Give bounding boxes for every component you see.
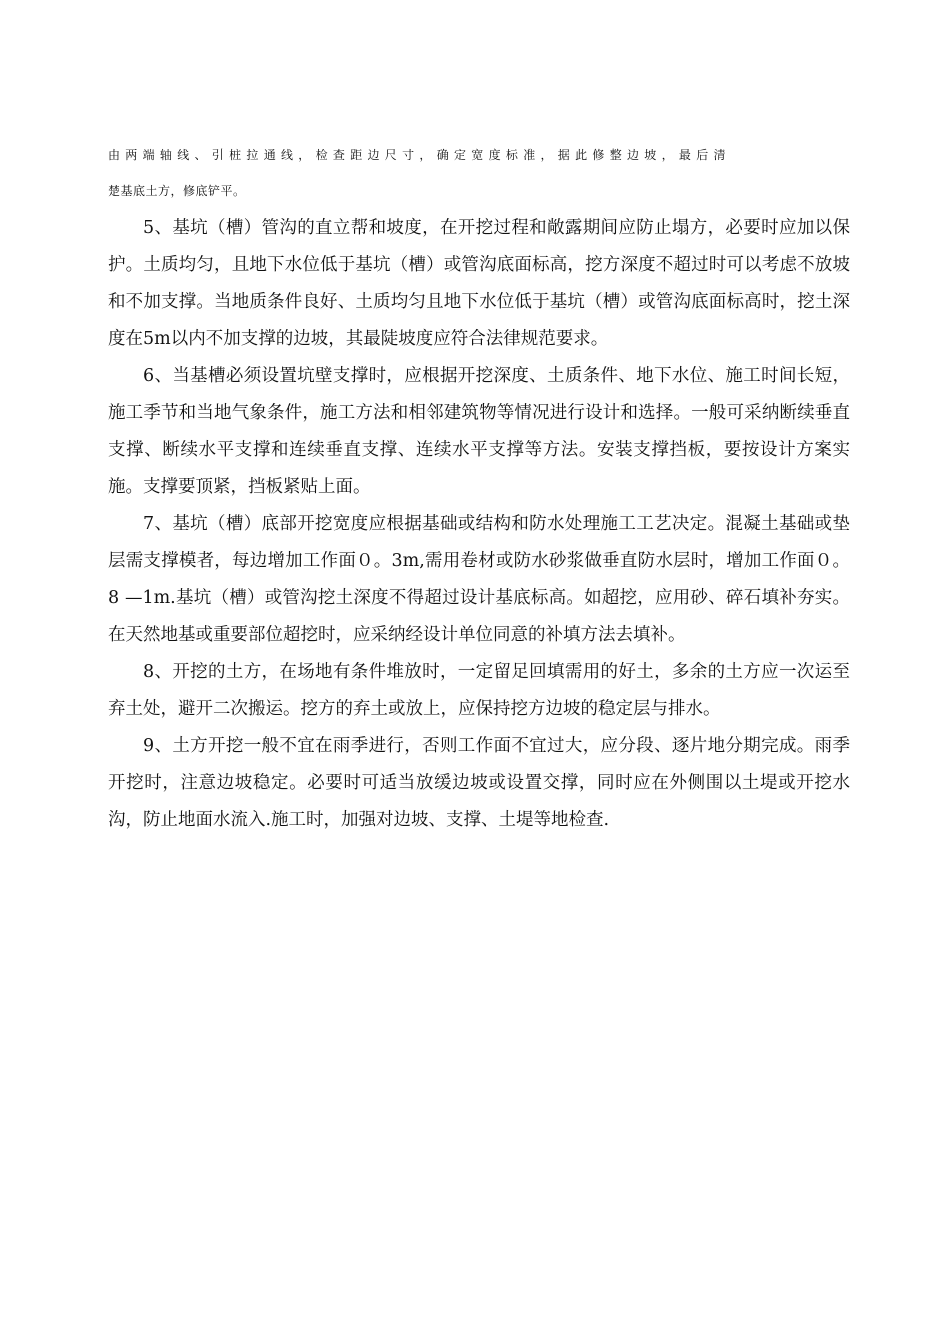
paragraph-5: 5、基坑（槽）管沟的直立帮和坡度，在开挖过程和敞露期间应防止塌方，必要时应加以保护。土质均匀，且地下水位低于基坑（槽）或管沟底面标高，挖方深度不超过时可以考虑不放坡和不加支撑。当地质条件良好、土质均匀且地下水位低于基坑（槽）或管沟底面标高时，挖土深度在5m以内不加支撑的边坡，其最陡坡度应符合法律规范要求。 xyxy=(108,218,850,349)
paragraph-8: 8、开挖的土方，在场地有条件堆放时，一定留足回填需用的好土，多余的土方应一次运至弃土处，避开二次搬运。挖方的弃土或放上，应保持挖方边坡的稳定层与排水。 xyxy=(108,662,850,719)
lead-text-line-1: 由两端轴线、引桩拉通线，检查距边尺寸，确定宽度标准，据此修整边坡，最后清 xyxy=(108,148,731,162)
lead-text-line-2: 楚基底土方，修底铲平。 xyxy=(108,184,246,198)
document-body xyxy=(108,210,850,839)
paragraph-9: 9、土方开挖一般不宜在雨季进行，否则工作面不宜过大，应分段、逐片地分期完成。雨季开挖时，注意边坡稳定。必要时可适当放缓边坡或设置交撑，同时应在外侧围以土堤或开挖水沟，防止地面水流入.施工时，加强对边坡、支撑、土堤等地检查. xyxy=(108,736,850,830)
paragraph-6: 6、当基槽必须设置坑壁支撑时，应根据开挖深度、土质条件、地下水位、施工时间长短，施工季节和当地气象条件，施工方法和相邻建筑物等情况进行设计和选择。一般可采纳断续垂直支撑、断续水平支撑和连续垂直支撑、连续水平支撑等方法。安装支撑挡板，要按设计方案实施。支撑要顶紧，挡板紧贴上面。 xyxy=(108,366,850,497)
paragraph-7: 7、基坑（槽）底部开挖宽度应根据基础或结构和防水处理施工工艺决定。混凝土基础或垫层需支撑模者，每边增加工作面０。3m,需用卷材或防水砂浆做垂直防水层时，增加工作面０。8 —1m.基坑（槽）或管沟挖土深度不得超过设计基底标高。如超挖，应用砂、碎石填补夯实。在天然地基或重要部位超挖时，应采纳经设计单位同意的补填方法去填补。 xyxy=(108,514,850,645)
